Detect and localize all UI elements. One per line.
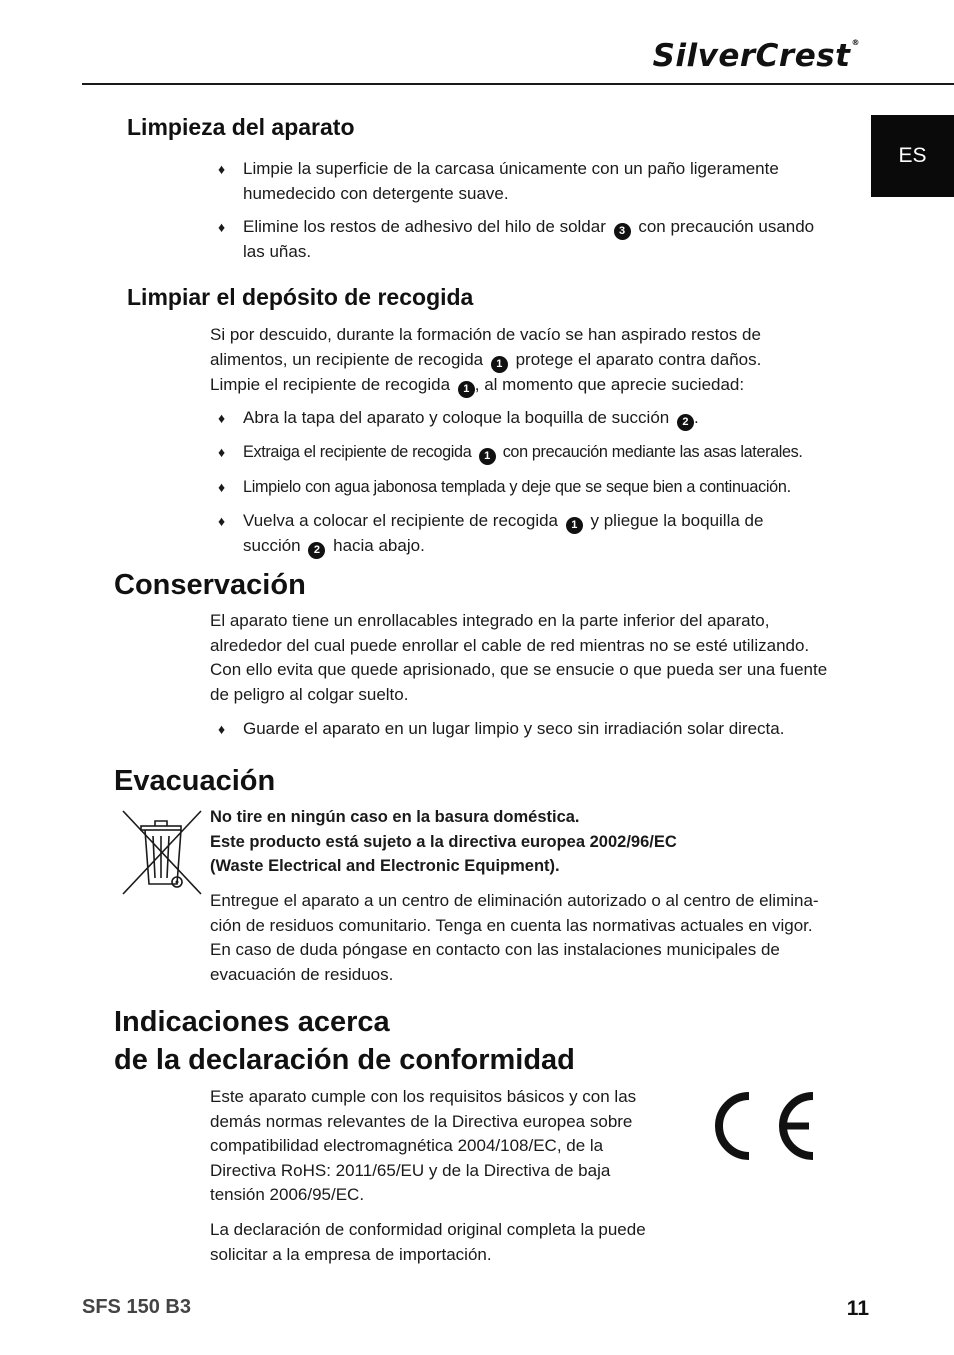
crossed-out-wheelie-bin-icon: [121, 808, 203, 896]
text-line: Este aparato cumple con los requisitos básicos y con las: [210, 1087, 637, 1106]
title-line: de la declaración de conformidad: [114, 1044, 575, 1076]
text-line: ción de residuos comunitario. Tenga en cuenta las normativas actuales en vigor.: [210, 915, 813, 935]
text-line: de peligro al colgar suelto.: [210, 684, 409, 704]
text-line: Con ello evita que quede aprisionado, que se ensucie o que pueda ser una fuente: [210, 660, 828, 679]
text-span: , al momento que aprecie suciedad:: [474, 374, 745, 394]
text-line: En caso de duda póngase en contacto con las instalaciones municipales de: [210, 940, 780, 959]
disposal-paragraph: [210, 889, 850, 987]
container-bullet-4: [243, 509, 843, 559]
ref-number-badge: 1: [566, 517, 583, 534]
text-span: Extraiga el recipiente de recogida: [243, 443, 472, 461]
text-line: [210, 373, 850, 398]
text-line: Este producto está sujeto a la directiva europea 2002/96/EC: [210, 832, 677, 851]
text-span: .: [693, 408, 699, 427]
text-line: Si por descuido, durante la formación de vacío se han aspirado restos de: [210, 325, 761, 344]
storage-bullet: Guarde el aparato en un lugar limpio y seco sin irradiación solar directa.: [243, 719, 785, 738]
text-line: (Waste Electrical and Electronic Equipment).: [210, 857, 560, 875]
disposal-warning: [210, 805, 850, 879]
text-line: Limpie la superficie de la carcasa únicamente con un paño ligeramente: [243, 159, 779, 178]
text-line: tensión 2006/95/EC.: [210, 1185, 365, 1204]
container-bullet-1: [243, 406, 853, 431]
conformity-paragraph-2: [210, 1218, 690, 1267]
bullet-diamond: ♦: [218, 219, 226, 235]
header-rule: [82, 83, 954, 85]
ref-number-badge: 3: [614, 223, 631, 240]
bullet-diamond: ♦: [218, 444, 226, 460]
bullet-diamond: ♦: [218, 161, 226, 177]
ref-number-badge: 2: [677, 414, 694, 431]
text-span: con precaución mediante las asas laterales.: [502, 443, 803, 461]
section-title-container: Limpiar el depósito de recogida: [127, 284, 474, 310]
bullet-diamond: ♦: [218, 721, 226, 737]
registered-mark: ®: [851, 38, 860, 47]
text-span: con precaución usando: [638, 217, 815, 236]
bullet-diamond: ♦: [218, 410, 226, 426]
text-span: succión: [243, 536, 301, 555]
text-line: evacuación de residuos.: [210, 964, 394, 984]
text-span: hacia abajo.: [333, 536, 425, 555]
ref-number-badge: 1: [491, 356, 508, 373]
text-span: alimentos, un recipiente de recogida: [210, 349, 484, 369]
brand-name: SilverCrest: [652, 38, 851, 74]
section-title-disposal: Evacuación: [114, 765, 276, 797]
ce-mark-icon: [711, 1088, 817, 1164]
text-line: [243, 509, 843, 534]
cleaning-bullet-2: [243, 215, 843, 265]
storage-paragraph: [210, 609, 850, 707]
text-line: compatibilidad electromagnética 2004/108/EC, de la: [210, 1136, 604, 1155]
language-tab-label: ES: [898, 144, 927, 167]
text-line: [243, 215, 843, 240]
text-line: demás normas relevantes de la Directiva europea sobre: [210, 1111, 633, 1131]
text-line: Entregue el aparato a un centro de eliminación autorizado o al centro de elimina-: [210, 891, 819, 910]
text-line: las uñas.: [243, 242, 312, 261]
section-title-storage: Conservación: [114, 569, 306, 601]
text-line: solicitar a la empresa de importación.: [210, 1244, 492, 1264]
container-bullet-3: [243, 475, 853, 500]
text-span: Vuelva a colocar el recipiente de recogida: [243, 511, 559, 530]
brand-logo: [653, 38, 860, 74]
footer-model-number: SFS 150 B3: [82, 1296, 191, 1318]
bullet-diamond: ♦: [218, 479, 226, 495]
container-intro: [210, 323, 850, 398]
text-span: Limpie el recipiente de recogida: [210, 374, 451, 394]
text-line: No tire en ningún caso en la basura doméstica.: [210, 808, 580, 826]
container-bullet-2: [243, 440, 853, 465]
language-tab: [871, 115, 954, 197]
text-line: humedecido con detergente suave.: [243, 183, 509, 203]
text-line: [210, 348, 850, 373]
text-line: La declaración de conformidad original completa la puede: [210, 1220, 646, 1239]
text-line: Directiva RoHS: 2011/65/EU y de la Directiva de baja: [210, 1160, 611, 1180]
bullet-diamond: ♦: [218, 513, 226, 529]
ref-number-badge: 1: [458, 381, 475, 398]
text-line: [243, 534, 843, 559]
text-span: Limpielo con agua jabonosa templada y deje que se seque bien a continuación.: [243, 478, 791, 496]
text-span: protege el aparato contra daños.: [515, 349, 762, 369]
section-title-cleaning: Limpieza del aparato: [127, 114, 355, 140]
text-span: Abra la tapa del aparato y coloque la boquilla de succión: [243, 408, 670, 427]
text-span: Elimine los restos de adhesivo del hilo de soldar: [243, 217, 606, 236]
ref-number-badge: 1: [479, 448, 496, 465]
title-line: Indicaciones acerca: [114, 1006, 390, 1038]
conformity-paragraph-1: [210, 1085, 670, 1208]
footer-page-number: 11: [846, 1297, 869, 1320]
text-line: alrededor del cual puede enrollar el cable de red mientras no se esté utilizando.: [210, 635, 810, 655]
ref-number-badge: 2: [308, 542, 325, 559]
section-title-conformity: [114, 1003, 575, 1079]
cleaning-bullet-1: [243, 157, 843, 206]
text-line: El aparato tiene un enrollacables integrado en la parte inferior del aparato,: [210, 611, 770, 630]
text-span: y pliegue la boquilla de: [590, 511, 764, 530]
